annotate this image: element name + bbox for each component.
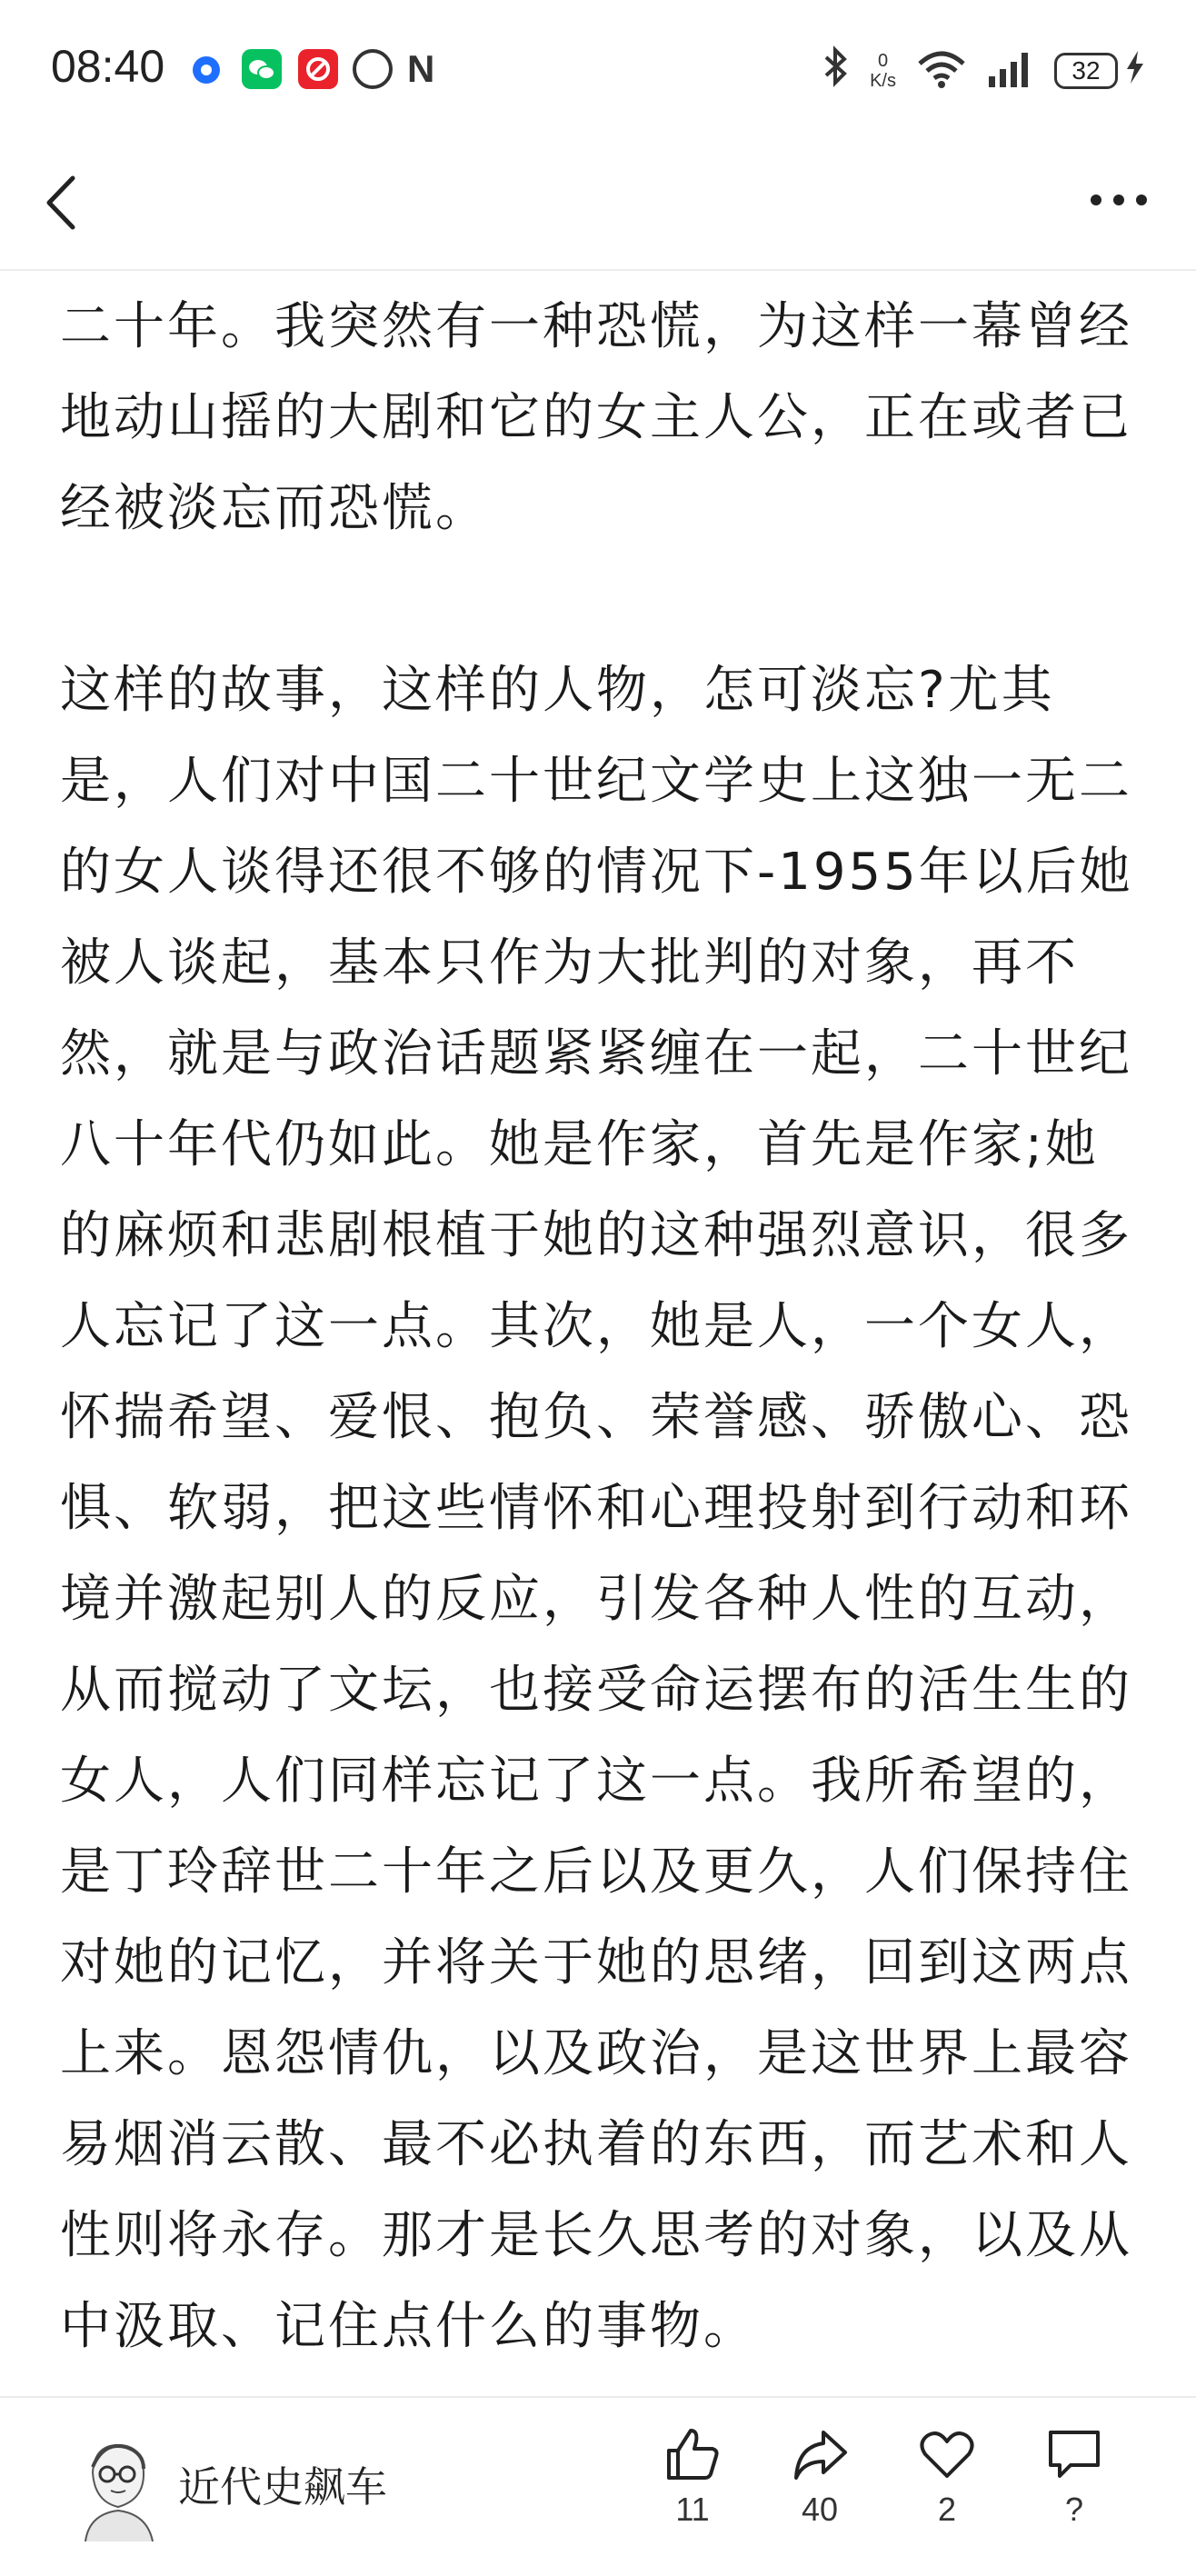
like-button[interactable] [647,2425,738,2529]
like-count: 11 [675,2491,710,2528]
article-paragraph: 这样的故事，这样的人物，怎可淡忘?尤其是，人们对中国二十世纪文学史上这独一无二的女人谈得还很不够的情况下-1955年以后她被人谈起，基本只作为大批判的对象，再不然，就是与政治话题紧紧缠在一起，二十世纪八十年代仍如此。她是作家，首先是作家;她的麻烦和悲剧根植于她的这种强烈意识，很多人忘记了这一点。其次，她是人，一个女人，怀揣希望、爱恨、抱负、荣誉感、骄傲心、恐惧、软弱，把这些情怀和心理投射到行动和环境并激起别人的反应，引发各种人性的互动，从而搅动了文坛，也接受命运摆布的活生生的女人，人们同样忘记了这一点。我所希望的，是丁玲辞世二十年之后以及更久，人们保持住对她的记忆，并将关于她的思绪，回到这两点上来。恩怨情仇，以及政治，是这世界上最容易烟消云散、最不必执着的东西，而艺术和人性则将永存。那才是长久思考的对象，以及从中汲取、记住点什么的事物。 [60,661,1133,2356]
network-speed-unit: K/s [870,71,896,91]
avatar[interactable] [67,2432,167,2541]
article-content [60,282,1141,2372]
top-bar [0,136,1196,271]
share-button[interactable] [774,2425,865,2529]
wechat-icon [242,49,282,89]
charging-icon [1125,49,1145,94]
network-speed-value: 0 [877,51,889,71]
share-arrow-icon [791,2425,849,2483]
chevron-left-icon [36,171,91,235]
status-time: 08:40 [51,41,165,92]
status-bar [0,0,1196,136]
author-name[interactable]: 近代史飙车 [178,2462,387,2511]
comment-icon [1045,2425,1103,2483]
more-button[interactable] [1087,182,1151,218]
status-right-group [822,44,1145,98]
bluetooth-icon [822,45,850,98]
battery-icon: 32 [1054,53,1118,89]
heart-icon [918,2425,976,2483]
network-speed [870,51,896,91]
share-count: 40 [801,2491,839,2528]
thumbs-up-icon [663,2425,722,2483]
blue-dot-icon [193,56,220,84]
wifi-icon [916,49,967,93]
clock-app-icon [353,49,393,89]
more-dots-icon [1087,182,1151,218]
nfc-icon: N [407,47,435,90]
comment-button[interactable] [1029,2425,1120,2529]
bottom-bar [0,2396,1196,2576]
signal-icon [987,51,1034,91]
favorite-button[interactable] [902,2425,992,2529]
back-button[interactable] [36,171,91,235]
favorite-count: 2 [937,2491,957,2528]
comment-count: ? [1064,2491,1084,2528]
red-app-icon [298,49,338,89]
article-paragraph: 二十年。我突然有一种恐慌，为这样一幕曾经地动山摇的大剧和它的女主人公，正在或者已经被淡忘而恐慌。 [60,297,1132,538]
